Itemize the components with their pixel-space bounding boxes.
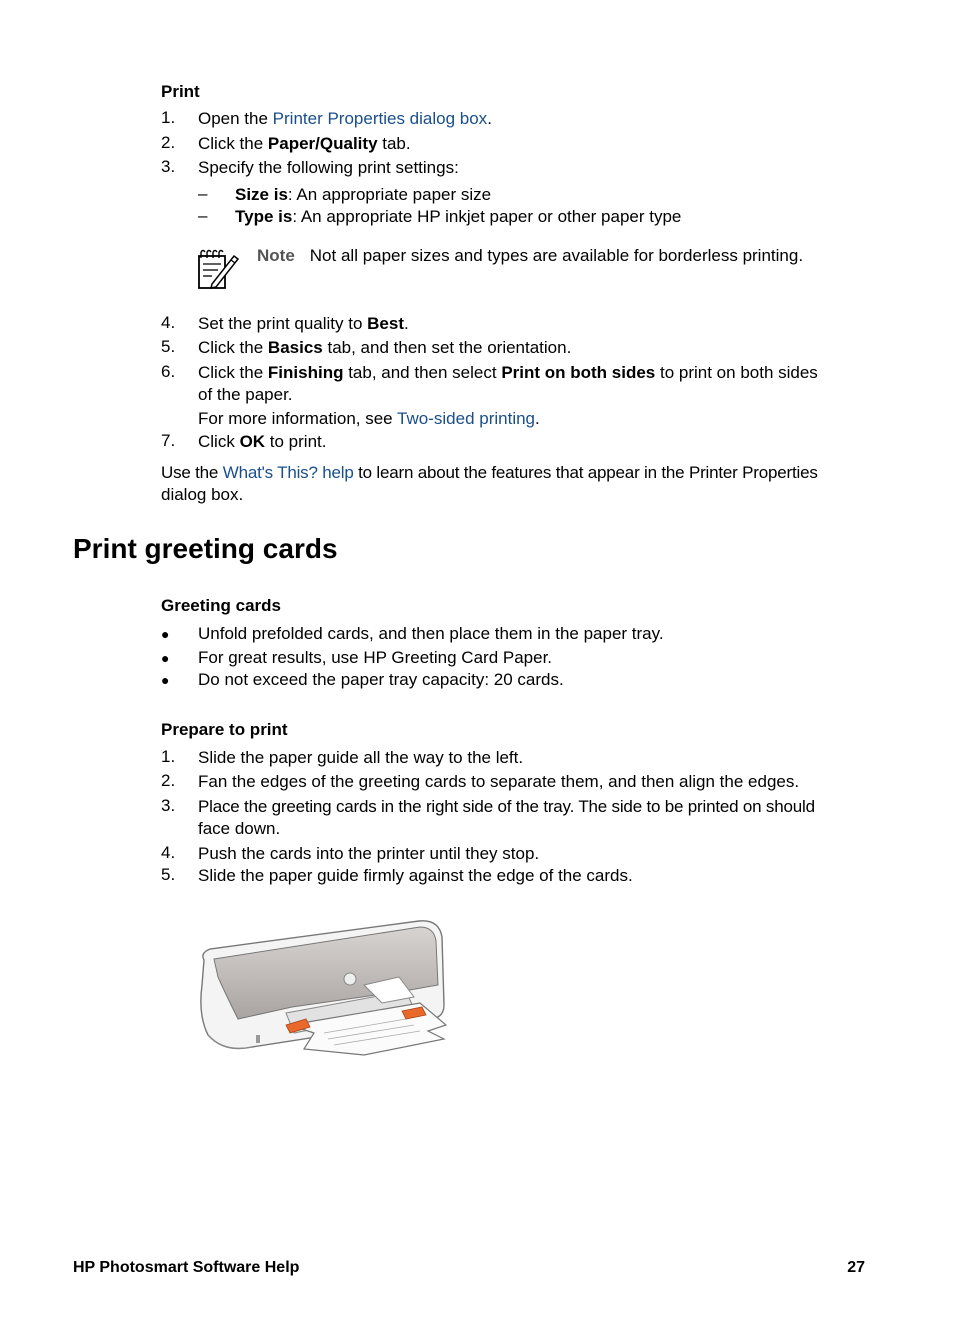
whats-this-help-link[interactable]: What's This? help: [222, 463, 354, 482]
step-number: 2.: [161, 133, 176, 152]
footer-title: HP Photosmart Software Help: [73, 1259, 300, 1276]
prepare-step-text-continued: face down.: [198, 819, 281, 838]
step-5-text: Click the Basics tab, and then set the orientation.: [198, 338, 572, 357]
step-number: 6.: [161, 362, 176, 381]
step-number: 4.: [161, 843, 176, 862]
step-number: 4.: [161, 313, 176, 332]
step-2-text: Click the Paper/Quality tab.: [198, 134, 411, 153]
setting-size: Size is: An appropriate paper size: [235, 185, 492, 204]
step-6-text: Click the Finishing tab, and then select Print on both sides to print on both sides: [198, 363, 818, 382]
note-icon: [196, 248, 240, 290]
prepare-heading: Prepare to print: [161, 720, 288, 739]
step-6-text-continued: of the paper.: [198, 385, 293, 404]
step-number: 7.: [161, 431, 176, 450]
help-paragraph-continued: dialog box.: [161, 485, 244, 504]
list-item: Do not exceed the paper tray capacity: 20 cards.: [198, 670, 564, 689]
two-sided-printing-link[interactable]: Two-sided printing: [397, 409, 536, 428]
step-1-text: Open the Printer Properties dialog box.: [198, 109, 492, 128]
greeting-cards-heading: Greeting cards: [161, 596, 281, 615]
step-number: 2.: [161, 771, 176, 790]
step-number: 5.: [161, 865, 176, 884]
printer-illustration: [194, 915, 450, 1063]
step-number: 1.: [161, 108, 176, 127]
step-4-text: Set the print quality to Best.: [198, 314, 409, 333]
step-3-text: Specify the following print settings:: [198, 158, 459, 177]
printer-properties-link[interactable]: Printer Properties dialog box: [272, 109, 488, 128]
prepare-step-text: Slide the paper guide firmly against the edge of the cards.: [198, 866, 633, 885]
prepare-step-text: Push the cards into the printer until they stop.: [198, 844, 540, 863]
bullet-icon: ●: [161, 672, 170, 688]
setting-dash: –: [198, 184, 208, 203]
note-text: Note Not all paper sizes and types are available for borderless printing.: [257, 246, 804, 265]
setting-dash: –: [198, 206, 208, 225]
step-number: 3.: [161, 157, 176, 176]
list-item: For great results, use HP Greeting Card Paper.: [198, 648, 553, 667]
print-heading: Print: [161, 82, 200, 101]
step-number: 5.: [161, 337, 176, 356]
step-number: 1.: [161, 747, 176, 766]
more-info-text: For more information, see Two-sided printing.: [198, 409, 540, 428]
step-7-text: Click OK to print.: [198, 432, 327, 451]
setting-type: Type is: An appropriate HP inkjet paper or other paper type: [235, 207, 682, 226]
bullet-icon: ●: [161, 626, 170, 642]
prepare-step-text: Place the greeting cards in the right side of the tray. The side to be printed on should: [198, 797, 815, 816]
help-paragraph: Use the What's This? help to learn about the features that appear in the Printer Properties: [161, 463, 818, 482]
bullet-icon: ●: [161, 650, 170, 666]
page-number: 27: [847, 1259, 865, 1276]
step-number: 3.: [161, 796, 176, 815]
section-title: Print greeting cards: [73, 533, 338, 564]
prepare-step-text: Slide the paper guide all the way to the left.: [198, 748, 524, 767]
prepare-step-text: Fan the edges of the greeting cards to separate them, and then align the edges.: [198, 772, 800, 791]
list-item: Unfold prefolded cards, and then place them in the paper tray.: [198, 624, 664, 643]
